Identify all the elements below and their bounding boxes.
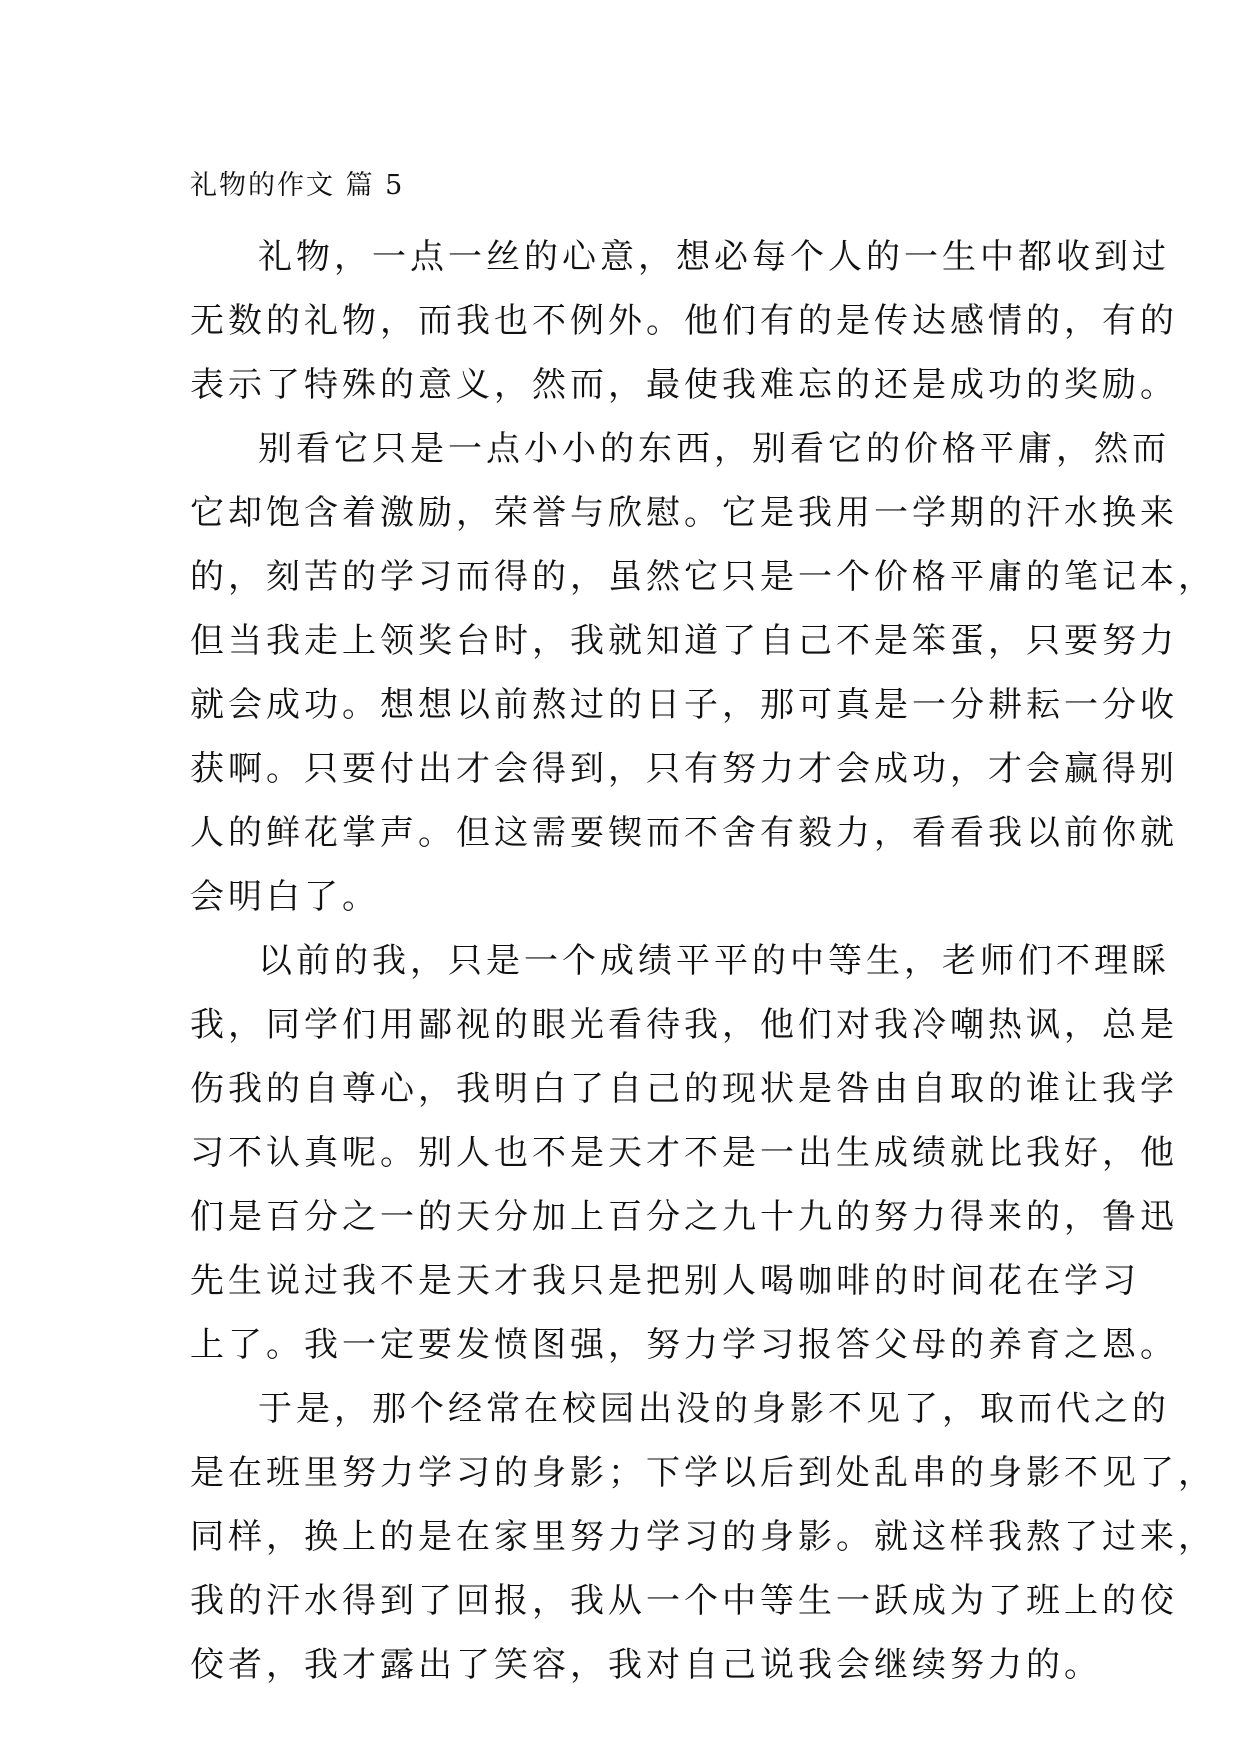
paragraph-line: 但当我走上领奖台时，我就知道了自己不是笨蛋，只要努力	[190, 621, 1178, 661]
paragraph-line: 人的鲜花掌声。但这需要锲而不舍有毅力，看看我以前你就	[190, 813, 1178, 853]
paragraph-line: 礼物，一点一丝的心意，想必每个人的一生中都收到过	[258, 237, 1170, 277]
paragraph-line: 获啊。只要付出才会得到，只有努力才会成功，才会赢得别	[190, 749, 1178, 789]
paragraph-line: 无数的礼物，而我也不例外。他们有的是传达感情的，有的	[190, 301, 1178, 341]
paragraph-line: 同样，换上的是在家里努力学习的身影。就这样我熬了过来，	[190, 1517, 1216, 1557]
paragraph-line: 先生说过我不是天才我只是把别人喝咖啡的时间花在学习	[190, 1261, 1140, 1301]
paragraph	[190, 225, 1178, 417]
paragraph-line: 佼者，我才露出了笑容，我对自己说我会继续努力的。	[190, 1645, 1102, 1685]
paragraph-line: 是在班里努力学习的身影；下学以后到处乱串的身影不见了，	[190, 1453, 1216, 1493]
paragraph-line: 习不认真呢。别人也不是天才不是一出生成绩就比我好，他	[190, 1133, 1178, 1173]
paragraph-line: 的，刻苦的学习而得的，虽然它只是一个价格平庸的笔记本，	[190, 557, 1216, 597]
paragraph-line: 们是百分之一的天分加上百分之九十九的努力得来的，鲁迅	[190, 1197, 1178, 1237]
paragraph-line: 别看它只是一点小小的东西，别看它的价格平庸，然而	[258, 429, 1170, 469]
document-title: 礼物的作文 篇 5	[190, 170, 405, 201]
paragraph-line: 我的汗水得到了回报，我从一个中等生一跃成为了班上的佼	[190, 1581, 1178, 1621]
document-body	[190, 225, 1216, 1697]
paragraph-line: 我，同学们用鄙视的眼光看待我，他们对我冷嘲热讽，总是	[190, 1005, 1178, 1045]
paragraph-line: 上了。我一定要发愤图强，努力学习报答父母的养育之恩。	[190, 1325, 1178, 1365]
paragraph-line: 它却饱含着激励，荣誉与欣慰。它是我用一学期的汗水换来	[190, 493, 1178, 533]
paragraph	[190, 1377, 1216, 1697]
paragraph	[190, 929, 1178, 1377]
paragraph-line: 就会成功。想想以前熬过的日子，那可真是一分耕耘一分收	[190, 685, 1178, 725]
paragraph-line: 会明白了。	[190, 877, 380, 917]
paragraph-line: 以前的我，只是一个成绩平平的中等生，老师们不理睬	[258, 941, 1170, 981]
paragraph	[190, 417, 1216, 929]
paragraph-line: 于是，那个经常在校园出没的身影不见了，取而代之的	[258, 1389, 1170, 1429]
paragraph-line: 表示了特殊的意义，然而，最使我难忘的还是成功的奖励。	[190, 365, 1178, 405]
paragraph-line: 伤我的自尊心，我明白了自己的现状是咎由自取的谁让我学	[190, 1069, 1178, 1109]
